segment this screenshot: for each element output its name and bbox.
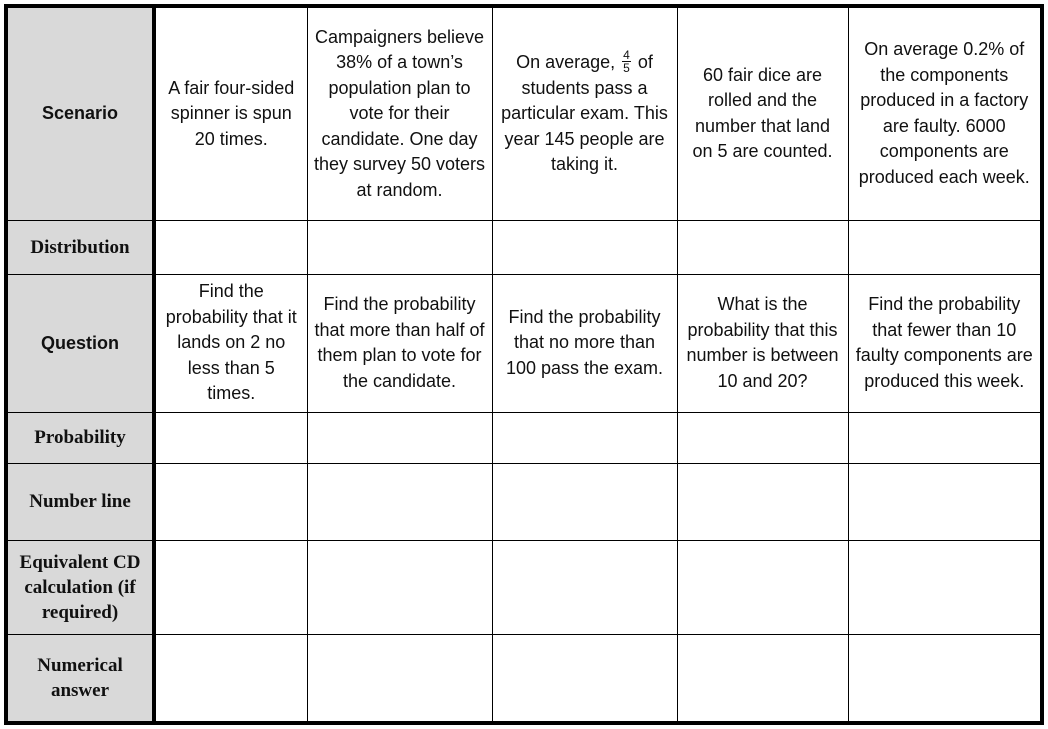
equivalent-cd-cell-3[interactable] xyxy=(492,540,677,634)
scenario-text-3 xyxy=(499,47,671,178)
fraction-denominator: 5 xyxy=(623,60,630,75)
numerical-answer-cell-3[interactable] xyxy=(492,634,677,721)
question-text-1: Find the probability that it lands on 2 no less than 5 times. xyxy=(165,281,297,404)
probability-cell-1[interactable] xyxy=(154,412,307,463)
number-line-cell-2[interactable] xyxy=(307,463,492,540)
question-text-3: Find the probability that no more than 100 pass the exam. xyxy=(505,306,664,378)
row-equivalent-cd xyxy=(8,540,1040,634)
probability-cell-5[interactable] xyxy=(848,412,1040,463)
distribution-cell-3[interactable] xyxy=(492,220,677,274)
question-text-5: Find the probability that fewer than 10 faulty components are produced this week. xyxy=(855,294,1033,391)
numerical-answer-cell-5[interactable] xyxy=(848,634,1040,721)
distribution-cell-5[interactable] xyxy=(848,220,1040,274)
number-line-cell-1[interactable] xyxy=(154,463,307,540)
fraction-numerator: 4 xyxy=(623,47,630,62)
question-cell-1[interactable] xyxy=(154,274,307,412)
fraction-four-fifths xyxy=(622,49,631,74)
scenario-text-1: A fair four-sided spinner is spun 20 times. xyxy=(168,77,295,149)
question-cell-2[interactable] xyxy=(307,274,492,412)
question-text-4: What is the probability that this number is between 10 and 20? xyxy=(686,294,839,391)
scenario-cell-5[interactable] xyxy=(848,8,1040,220)
row-header-scenario: Scenario xyxy=(8,8,154,220)
binomial-worksheet-table xyxy=(8,8,1040,721)
question-cell-5[interactable] xyxy=(848,274,1040,412)
number-line-cell-4[interactable] xyxy=(677,463,848,540)
row-question xyxy=(8,274,1040,412)
distribution-cell-1[interactable] xyxy=(154,220,307,274)
equivalent-cd-cell-5[interactable] xyxy=(848,540,1040,634)
row-header-number-line: Number line xyxy=(8,463,154,540)
numerical-answer-cell-2[interactable] xyxy=(307,634,492,721)
scenario-3-prefix: On average, xyxy=(516,51,616,72)
scenario-3-suffix: of students pass a particular exam. This year 145 people are taking it. xyxy=(501,51,668,175)
scenario-text-5: On average 0.2% of the components produced in a factory are faulty. 6000 components are produced each week. xyxy=(858,39,1030,187)
row-header-numerical-answer: Numerical answer xyxy=(8,634,154,721)
question-text-2: Find the probability that more than half of them plan to vote for the candidate. xyxy=(314,294,485,391)
scenario-cell-3[interactable] xyxy=(492,8,677,220)
row-distribution xyxy=(8,220,1040,274)
row-header-question: Question xyxy=(8,274,154,412)
row-header-probability: Probability xyxy=(8,412,154,463)
scenario-text-4: 60 fair dice are rolled and the number that land on 5 are counted. xyxy=(692,64,833,162)
question-cell-4[interactable] xyxy=(677,274,848,412)
scenario-text-2: Campaigners believe 38% of a town’s population plan to vote for their candidate. One day they survey 50 voters at random. xyxy=(313,26,486,200)
row-header-equivalent-cd: Equivalent CD calculation (if required) xyxy=(8,540,154,634)
distribution-cell-4[interactable] xyxy=(677,220,848,274)
scenario-cell-4[interactable] xyxy=(677,8,848,220)
probability-cell-2[interactable] xyxy=(307,412,492,463)
equivalent-cd-cell-4[interactable] xyxy=(677,540,848,634)
row-numerical-answer xyxy=(8,634,1040,721)
probability-cell-4[interactable] xyxy=(677,412,848,463)
equivalent-cd-cell-1[interactable] xyxy=(154,540,307,634)
scenario-cell-1[interactable] xyxy=(154,8,307,220)
distribution-cell-2[interactable] xyxy=(307,220,492,274)
scenario-cell-2[interactable] xyxy=(307,8,492,220)
worksheet-table-frame xyxy=(4,4,1044,725)
number-line-cell-5[interactable] xyxy=(848,463,1040,540)
row-probability xyxy=(8,412,1040,463)
numerical-answer-cell-1[interactable] xyxy=(154,634,307,721)
equivalent-cd-cell-2[interactable] xyxy=(307,540,492,634)
row-scenario xyxy=(8,8,1040,220)
question-cell-3[interactable] xyxy=(492,274,677,412)
row-header-distribution: Distribution xyxy=(8,220,154,274)
numerical-answer-cell-4[interactable] xyxy=(677,634,848,721)
row-number-line xyxy=(8,463,1040,540)
probability-cell-3[interactable] xyxy=(492,412,677,463)
number-line-cell-3[interactable] xyxy=(492,463,677,540)
